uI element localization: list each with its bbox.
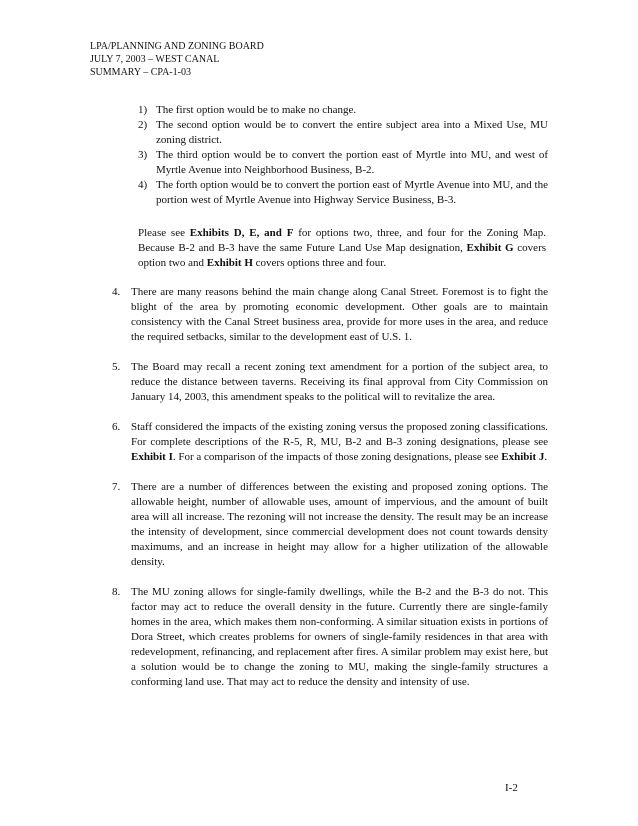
exhibit-h-ref: Exhibit H — [206, 257, 253, 269]
option-item — [138, 118, 548, 148]
options-list — [138, 103, 548, 208]
exhibits-text: covers option two and — [138, 242, 547, 269]
exhibits-text: for options two, three, and four for the Zoning Map. Because B-2 and B-3 have the same Future Land Use Map designation, — [138, 227, 546, 254]
item-number: 7. — [112, 481, 121, 493]
exhibits-paragraph — [138, 226, 546, 271]
item-text-part: Staff considered the impacts of the existing zoning versus the proposed zoning classifications. For complete descriptions of the R-5, R, MU, B-2 and B-3 zoning designations, please see — [131, 421, 548, 448]
option-number: 1) — [138, 104, 148, 116]
list-item — [112, 420, 548, 465]
item-text — [131, 421, 548, 463]
exhibits-text: covers options three and four. — [252, 257, 387, 269]
list-item — [112, 585, 548, 690]
item-number: 6. — [112, 421, 121, 433]
item-number: 4. — [112, 286, 121, 298]
header-date-location: JULY 7, 2003 – WEST CANAL — [90, 54, 220, 65]
numbered-items-list — [112, 285, 548, 705]
header-summary-id: SUMMARY – CPA-1-03 — [90, 67, 191, 78]
option-item — [138, 103, 548, 118]
list-item — [112, 285, 548, 345]
option-number: 3) — [138, 149, 148, 161]
list-item — [112, 360, 548, 405]
option-text: The third option would be to convert the portion east of Myrtle into MU, and west of Myrtle Avenue into Neighborhood Business, B-2. — [156, 149, 548, 176]
document-header — [90, 40, 264, 79]
item-number: 5. — [112, 361, 121, 373]
item-text: There are a number of differences between the existing and proposed zoning options. The allowable height, number of allowable uses, amount of impervious, and the amount of built area will all increase. The rezoning will not increase the density. The result may be an increase the intensity of development, since commercial development does not count towards density maximums, and an increase in height may allow for a higher utilization of the allowable density. — [131, 481, 548, 568]
exhibit-g-ref: Exhibit G — [466, 242, 514, 254]
item-text-part: . — [544, 451, 548, 463]
exhibit-i-ref: Exhibit I — [131, 451, 173, 463]
exhibits-text: Please see — [138, 227, 190, 239]
list-item — [112, 480, 548, 570]
item-text-part: . For a comparison of the impacts of those zoning designations, please see — [172, 451, 502, 463]
exhibit-j-ref: Exhibit J — [501, 451, 545, 463]
page-number: I-2 — [505, 782, 518, 794]
header-board-name: LPA/PLANNING AND ZONING BOARD — [90, 41, 264, 52]
option-text: The forth option would be to convert the portion east of Myrtle Avenue into MU, and the portion west of Myrtle Avenue into Highway Service Business, B-3. — [156, 179, 548, 206]
option-item — [138, 148, 548, 178]
option-text: The first option would be to make no change. — [156, 104, 357, 116]
item-text: The Board may recall a recent zoning text amendment for a portion of the subject area, to reduce the distance between taverns. Receiving its final approval from City Commission on January 14, 2003, this amendment speaks to the political will to revitalize the area. — [131, 361, 548, 403]
item-text: There are many reasons behind the main change along Canal Street. Foremost is to fight the blight of the area by promoting economic development. Other goals are to maintain consistency with the Canal Street business area, provide for more uses in the area, and reduce the required setbacks, similar to the development east of U.S. 1. — [131, 286, 548, 343]
item-text: The MU zoning allows for single-family dwellings, while the B-2 and the B-3 do not. This factor may act to reduce the overall density in the future. Currently there are single-family homes in the area, which makes them non-conforming. A similar situation exists in portions of Dora Street, which creates problems for owners of single-family residences in that area with redevelopment, refinancing, and replacement after fires. A similar problem may exist here, but a solution would be to change the zoning to MU, making the single-family structures a conforming land use. That may act to reduce the density and intensity of use. — [131, 586, 548, 688]
option-text: The second option would be to convert the entire subject area into a Mixed Use, MU zoning district. — [156, 119, 548, 146]
option-number: 4) — [138, 179, 148, 191]
item-number: 8. — [112, 586, 121, 598]
exhibits-def-ref: Exhibits D, E, and F — [189, 227, 294, 239]
option-number: 2) — [138, 119, 148, 131]
option-item — [138, 178, 548, 208]
